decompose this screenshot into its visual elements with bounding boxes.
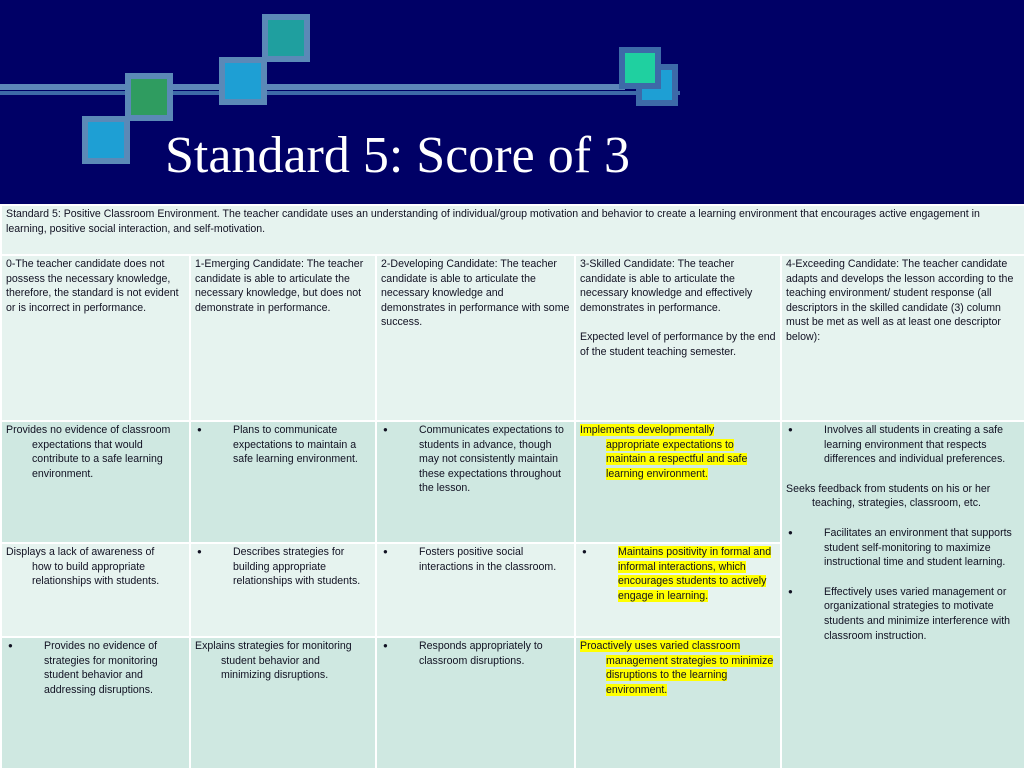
table-row <box>1 421 1024 543</box>
row2-level-2: ● Fosters positive social interactions in the classroom. <box>376 543 575 637</box>
title-banner <box>0 0 1024 204</box>
standard-description: Standard 5: Positive Classroom Environment. The teacher candidate uses an understanding of individual/group motivation and behavior to create a learning environment that encourages active engagement in learning, positive social interaction, and self-motivation. <box>1 205 1024 255</box>
row1-level-1: ● Plans to communicate expectations to maintain a safe learning environment. <box>190 421 376 543</box>
level-3-expected-note: Expected level of performance by the end of the student teaching semester. <box>580 331 776 358</box>
decorative-line <box>0 91 680 95</box>
decorative-square <box>619 47 661 89</box>
exceeding-descriptors: ● Involves all students in creating a safe learning environment that respects differences and individual preferences. Seeks feedback from students on his or her teaching, strategies, classroom, etc. ● Facilitates an environment that supports student self-monitoring to maximize instructional time and student learning. ● Effectively uses varied management or organizational strategies to motivate students and minimize interference with classroom instruction. <box>781 421 1024 769</box>
row3-level-1: Explains strategies for monitoring student behavior and minimizing disruptions. <box>190 637 376 769</box>
row1-level-2: ● Communicates expectations to students in advance, though may not consistently maintain these expectations throughout the lesson. <box>376 421 575 543</box>
decorative-square <box>125 73 173 121</box>
level-3-description: 3-Skilled Candidate: The teacher candidate is able to articulate the necessary knowledge and effectively demonstrates in performance. <box>580 258 753 314</box>
decorative-square <box>262 14 310 62</box>
decorative-square <box>219 57 267 105</box>
table-row <box>1 255 1024 421</box>
decorative-line <box>0 84 625 90</box>
level-0-header: 0-The teacher candidate does not possess the necessary knowledge, therefore, the standard is not evident or is incorrect in performance. <box>1 255 190 421</box>
row3-level-0: ● Provides no evidence of strategies for monitoring student behavior and addressing disruptions. <box>1 637 190 769</box>
row3-level-2: ● Responds appropriately to classroom disruptions. <box>376 637 575 769</box>
level-4-header: 4-Exceeding Candidate: The teacher candidate adapts and develops the lesson according to the teaching environment/ student response (all descriptors in the skilled candidate (3) column must be met as well as at least one descriptor below): <box>781 255 1024 421</box>
row2-level-1: ● Describes strategies for building appropriate relationships with students. <box>190 543 376 637</box>
table-row <box>1 205 1024 255</box>
page-title: Standard 5: Score of 3 <box>165 127 631 184</box>
rubric-table <box>0 204 1024 770</box>
level-3-header <box>575 255 781 421</box>
decorative-square <box>82 116 130 164</box>
row2-level-0: Displays a lack of awareness of how to build appropriate relationships with students. <box>1 543 190 637</box>
row2-level-3: ● Maintains positivity in formal and informal interactions, which encourages students to actively engage in learning. <box>575 543 781 637</box>
level-1-header: 1-Emerging Candidate: The teacher candidate is able to articulate the necessary knowledge, but does not demonstrate in performance. <box>190 255 376 421</box>
row1-level-0: Provides no evidence of classroom expectations that would contribute to a safe learning environment. <box>1 421 190 543</box>
row1-level-3: Implements developmentally appropriate expectations to maintain a respectful and safe learning environment. <box>575 421 781 543</box>
row3-level-3: Proactively uses varied classroom management strategies to minimize disruptions to the learning environment. <box>575 637 781 769</box>
level-2-header: 2-Developing Candidate: The teacher candidate is able to articulate the necessary knowledge and demonstrates in performance with some success. <box>376 255 575 421</box>
